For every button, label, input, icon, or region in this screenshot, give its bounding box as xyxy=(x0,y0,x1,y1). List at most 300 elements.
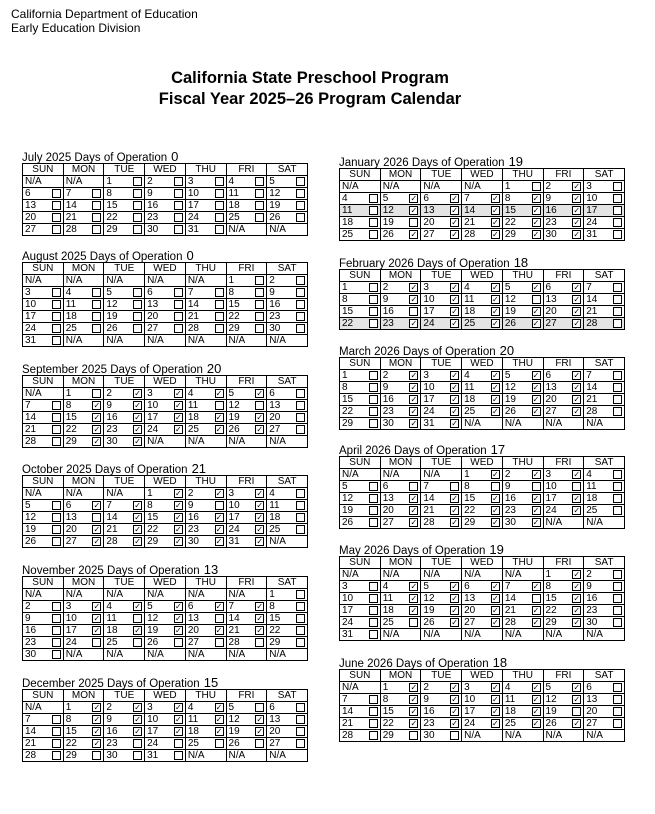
operation-day-checkbox[interactable] xyxy=(296,513,305,522)
operation-day-checkbox[interactable] xyxy=(369,319,378,328)
operation-day-checkbox[interactable] xyxy=(52,324,61,333)
operation-day-checkbox[interactable] xyxy=(532,295,541,304)
operation-day-checkbox-checked[interactable]: ✓ xyxy=(256,715,264,724)
operation-day-checkbox[interactable] xyxy=(52,739,61,748)
operation-day-checkbox[interactable] xyxy=(296,727,305,736)
operation-day-checkbox-checked[interactable]: ✓ xyxy=(256,537,264,546)
operation-day-checkbox-checked[interactable]: ✓ xyxy=(573,307,581,316)
operation-day-checkbox[interactable] xyxy=(296,425,305,434)
operation-day-checkbox-checked[interactable]: ✓ xyxy=(491,283,499,292)
operation-day-checkbox[interactable] xyxy=(613,307,622,316)
operation-day-checkbox-checked[interactable]: ✓ xyxy=(491,707,499,716)
operation-day-checkbox-checked[interactable]: ✓ xyxy=(256,614,264,623)
operation-day-checkbox-checked[interactable]: ✓ xyxy=(93,437,101,446)
operation-day-checkbox-checked[interactable]: ✓ xyxy=(174,489,182,498)
operation-day-checkbox[interactable] xyxy=(133,201,142,210)
operation-day-checkbox[interactable] xyxy=(215,401,224,410)
operation-day-checkbox-checked[interactable]: ✓ xyxy=(451,194,458,203)
operation-day-checkbox[interactable] xyxy=(174,225,183,234)
operation-day-checkbox-checked[interactable]: ✓ xyxy=(573,683,581,692)
operation-day-checkbox[interactable] xyxy=(92,300,101,309)
operation-day-checkbox-checked[interactable]: ✓ xyxy=(93,401,101,410)
operation-day-checkbox-checked[interactable]: ✓ xyxy=(410,283,418,292)
operation-day-checkbox[interactable] xyxy=(296,312,305,321)
operation-day-checkbox-checked[interactable]: ✓ xyxy=(134,389,141,398)
operation-day-checkbox[interactable] xyxy=(369,695,378,704)
operation-day-checkbox-checked[interactable]: ✓ xyxy=(451,695,458,704)
operation-day-checkbox-checked[interactable]: ✓ xyxy=(573,218,581,227)
operation-day-checkbox-checked[interactable]: ✓ xyxy=(256,602,264,611)
operation-day-checkbox-checked[interactable]: ✓ xyxy=(174,413,182,422)
operation-day-checkbox-checked[interactable]: ✓ xyxy=(215,525,223,534)
operation-day-checkbox[interactable] xyxy=(215,288,224,297)
operation-day-checkbox-checked[interactable]: ✓ xyxy=(174,614,182,623)
operation-day-checkbox[interactable] xyxy=(215,225,224,234)
operation-day-checkbox-checked[interactable]: ✓ xyxy=(93,614,101,623)
operation-day-checkbox[interactable] xyxy=(369,383,378,392)
operation-day-checkbox-checked[interactable]: ✓ xyxy=(174,703,182,712)
operation-day-checkbox[interactable] xyxy=(613,283,622,292)
operation-day-checkbox[interactable] xyxy=(296,703,305,712)
operation-day-checkbox-checked[interactable]: ✓ xyxy=(174,727,182,736)
operation-day-checkbox[interactable] xyxy=(92,213,101,222)
operation-day-checkbox-checked[interactable]: ✓ xyxy=(410,518,418,527)
operation-day-checkbox-checked[interactable]: ✓ xyxy=(491,230,499,239)
operation-day-checkbox-checked[interactable]: ✓ xyxy=(491,518,499,527)
operation-day-checkbox-checked[interactable]: ✓ xyxy=(532,719,540,728)
operation-day-checkbox[interactable] xyxy=(369,506,378,515)
operation-day-checkbox-checked[interactable]: ✓ xyxy=(93,715,101,724)
operation-day-checkbox-checked[interactable]: ✓ xyxy=(532,494,540,503)
operation-day-checkbox[interactable] xyxy=(174,288,183,297)
operation-day-checkbox[interactable] xyxy=(532,594,541,603)
operation-day-checkbox[interactable] xyxy=(255,312,264,321)
operation-day-checkbox-checked[interactable]: ✓ xyxy=(174,401,182,410)
operation-day-checkbox[interactable] xyxy=(215,189,224,198)
operation-day-checkbox[interactable] xyxy=(52,336,61,345)
operation-day-checkbox[interactable] xyxy=(92,201,101,210)
operation-day-checkbox[interactable] xyxy=(215,177,224,186)
operation-day-checkbox[interactable] xyxy=(133,312,142,321)
operation-day-checkbox-checked[interactable]: ✓ xyxy=(491,506,499,515)
operation-day-checkbox-checked[interactable]: ✓ xyxy=(491,606,499,615)
operation-day-checkbox[interactable] xyxy=(52,413,61,422)
operation-day-checkbox[interactable] xyxy=(613,319,622,328)
operation-day-checkbox[interactable] xyxy=(369,307,378,316)
operation-day-checkbox[interactable] xyxy=(92,312,101,321)
operation-day-checkbox-checked[interactable]: ✓ xyxy=(573,570,581,579)
operation-day-checkbox-checked[interactable]: ✓ xyxy=(134,626,141,635)
operation-day-checkbox[interactable] xyxy=(296,389,305,398)
operation-day-checkbox[interactable] xyxy=(133,177,142,186)
operation-day-checkbox[interactable] xyxy=(296,288,305,297)
operation-day-checkbox-checked[interactable]: ✓ xyxy=(573,319,581,328)
operation-day-checkbox[interactable] xyxy=(52,312,61,321)
operation-day-checkbox[interactable] xyxy=(613,295,622,304)
operation-day-checkbox[interactable] xyxy=(215,501,224,510)
operation-day-checkbox[interactable] xyxy=(613,494,622,503)
operation-day-checkbox-checked[interactable]: ✓ xyxy=(215,413,223,422)
operation-day-checkbox-checked[interactable]: ✓ xyxy=(573,407,581,416)
operation-day-checkbox[interactable] xyxy=(613,182,622,191)
operation-day-checkbox[interactable] xyxy=(52,638,61,647)
operation-day-checkbox-checked[interactable]: ✓ xyxy=(215,602,223,611)
operation-day-checkbox[interactable] xyxy=(409,218,418,227)
operation-day-checkbox[interactable] xyxy=(572,707,581,716)
operation-day-checkbox[interactable] xyxy=(52,626,61,635)
operation-day-checkbox[interactable] xyxy=(52,751,61,760)
operation-day-checkbox[interactable] xyxy=(255,189,264,198)
operation-day-checkbox[interactable] xyxy=(52,525,61,534)
operation-day-checkbox-checked[interactable]: ✓ xyxy=(410,395,418,404)
operation-day-checkbox[interactable] xyxy=(52,715,61,724)
operation-day-checkbox-checked[interactable]: ✓ xyxy=(256,727,264,736)
operation-day-checkbox-checked[interactable]: ✓ xyxy=(256,489,264,498)
operation-day-checkbox-checked[interactable]: ✓ xyxy=(93,501,101,510)
operation-day-checkbox[interactable] xyxy=(52,602,61,611)
operation-day-checkbox[interactable] xyxy=(613,371,622,380)
operation-day-checkbox[interactable] xyxy=(52,425,61,434)
operation-day-checkbox[interactable] xyxy=(255,638,264,647)
operation-day-checkbox-checked[interactable]: ✓ xyxy=(573,582,581,591)
operation-day-checkbox[interactable] xyxy=(296,413,305,422)
operation-day-checkbox[interactable] xyxy=(613,594,622,603)
operation-day-checkbox-checked[interactable]: ✓ xyxy=(532,470,540,479)
operation-day-checkbox[interactable] xyxy=(92,638,101,647)
operation-day-checkbox-checked[interactable]: ✓ xyxy=(134,715,141,724)
operation-day-checkbox-checked[interactable]: ✓ xyxy=(410,582,418,591)
operation-day-checkbox[interactable] xyxy=(52,288,61,297)
operation-day-checkbox-checked[interactable]: ✓ xyxy=(491,295,499,304)
operation-day-checkbox-checked[interactable]: ✓ xyxy=(134,525,141,534)
operation-day-checkbox[interactable] xyxy=(133,324,142,333)
operation-day-checkbox[interactable] xyxy=(215,739,224,748)
operation-day-checkbox-checked[interactable]: ✓ xyxy=(532,194,540,203)
operation-day-checkbox[interactable] xyxy=(215,201,224,210)
operation-day-checkbox-checked[interactable]: ✓ xyxy=(410,719,418,728)
operation-day-checkbox[interactable] xyxy=(296,590,305,599)
operation-day-checkbox[interactable] xyxy=(133,638,142,647)
operation-day-checkbox-checked[interactable]: ✓ xyxy=(532,319,540,328)
operation-day-checkbox[interactable] xyxy=(369,518,378,527)
operation-day-checkbox-checked[interactable]: ✓ xyxy=(451,594,458,603)
operation-day-checkbox-checked[interactable]: ✓ xyxy=(451,618,458,627)
operation-day-checkbox[interactable] xyxy=(613,395,622,404)
operation-day-checkbox[interactable] xyxy=(255,703,264,712)
operation-day-checkbox[interactable] xyxy=(215,312,224,321)
operation-day-checkbox-checked[interactable]: ✓ xyxy=(491,383,499,392)
operation-day-checkbox[interactable] xyxy=(215,614,224,623)
operation-day-checkbox-checked[interactable]: ✓ xyxy=(491,395,499,404)
operation-day-checkbox[interactable] xyxy=(255,739,264,748)
operation-day-checkbox-checked[interactable]: ✓ xyxy=(451,494,458,503)
operation-day-checkbox[interactable] xyxy=(369,407,378,416)
operation-day-checkbox[interactable] xyxy=(369,230,378,239)
operation-day-checkbox-checked[interactable]: ✓ xyxy=(410,194,418,203)
operation-day-checkbox[interactable] xyxy=(255,401,264,410)
operation-day-checkbox[interactable] xyxy=(369,582,378,591)
operation-day-checkbox[interactable] xyxy=(174,300,183,309)
operation-day-checkbox[interactable] xyxy=(296,638,305,647)
operation-day-checkbox[interactable] xyxy=(52,650,61,659)
operation-day-checkbox-checked[interactable]: ✓ xyxy=(573,295,581,304)
operation-day-checkbox-checked[interactable]: ✓ xyxy=(573,695,581,704)
operation-day-checkbox[interactable] xyxy=(133,225,142,234)
operation-day-checkbox[interactable] xyxy=(532,482,541,491)
operation-day-checkbox-checked[interactable]: ✓ xyxy=(215,389,223,398)
operation-day-checkbox-checked[interactable]: ✓ xyxy=(410,383,418,392)
operation-day-checkbox[interactable] xyxy=(296,602,305,611)
operation-day-checkbox[interactable] xyxy=(369,606,378,615)
operation-day-checkbox-checked[interactable]: ✓ xyxy=(215,489,223,498)
operation-day-checkbox-checked[interactable]: ✓ xyxy=(532,383,540,392)
operation-day-checkbox-checked[interactable]: ✓ xyxy=(215,425,223,434)
operation-day-checkbox[interactable] xyxy=(255,213,264,222)
operation-day-checkbox[interactable] xyxy=(255,177,264,186)
operation-day-checkbox[interactable] xyxy=(255,324,264,333)
operation-day-checkbox-checked[interactable]: ✓ xyxy=(93,739,101,748)
operation-day-checkbox-checked[interactable]: ✓ xyxy=(215,626,223,635)
operation-day-checkbox-checked[interactable]: ✓ xyxy=(532,395,540,404)
operation-day-checkbox-checked[interactable]: ✓ xyxy=(451,283,458,292)
operation-day-checkbox-checked[interactable]: ✓ xyxy=(573,506,581,515)
operation-day-checkbox[interactable] xyxy=(174,177,183,186)
operation-day-checkbox[interactable] xyxy=(52,501,61,510)
operation-day-checkbox-checked[interactable]: ✓ xyxy=(532,695,540,704)
operation-day-checkbox-checked[interactable]: ✓ xyxy=(491,194,499,203)
operation-day-checkbox-checked[interactable]: ✓ xyxy=(410,695,418,704)
operation-day-checkbox-checked[interactable]: ✓ xyxy=(215,513,223,522)
operation-day-checkbox-checked[interactable]: ✓ xyxy=(491,407,499,416)
operation-day-checkbox-checked[interactable]: ✓ xyxy=(174,602,182,611)
operation-day-checkbox[interactable] xyxy=(52,727,61,736)
operation-day-checkbox-checked[interactable]: ✓ xyxy=(451,230,458,239)
operation-day-checkbox-checked[interactable]: ✓ xyxy=(215,727,223,736)
operation-day-checkbox[interactable] xyxy=(296,189,305,198)
operation-day-checkbox[interactable] xyxy=(255,201,264,210)
operation-day-checkbox-checked[interactable]: ✓ xyxy=(93,425,101,434)
operation-day-checkbox[interactable] xyxy=(52,300,61,309)
operation-day-checkbox[interactable] xyxy=(613,383,622,392)
operation-day-checkbox-checked[interactable]: ✓ xyxy=(174,425,182,434)
operation-day-checkbox-checked[interactable]: ✓ xyxy=(491,594,499,603)
operation-day-checkbox[interactable] xyxy=(409,482,418,491)
operation-day-checkbox-checked[interactable]: ✓ xyxy=(410,683,418,692)
operation-day-checkbox[interactable] xyxy=(369,395,378,404)
operation-day-checkbox[interactable] xyxy=(613,506,622,515)
operation-day-checkbox-checked[interactable]: ✓ xyxy=(93,626,101,635)
operation-day-checkbox-checked[interactable]: ✓ xyxy=(573,206,581,215)
operation-day-checkbox[interactable] xyxy=(52,201,61,210)
operation-day-checkbox-checked[interactable]: ✓ xyxy=(573,230,581,239)
operation-day-checkbox-checked[interactable]: ✓ xyxy=(410,506,418,515)
operation-day-checkbox-checked[interactable]: ✓ xyxy=(256,413,264,422)
operation-day-checkbox-checked[interactable]: ✓ xyxy=(451,707,458,716)
operation-day-checkbox-checked[interactable]: ✓ xyxy=(410,494,418,503)
operation-day-checkbox-checked[interactable]: ✓ xyxy=(532,218,540,227)
operation-day-checkbox[interactable] xyxy=(450,731,459,740)
operation-day-checkbox-checked[interactable]: ✓ xyxy=(573,371,581,380)
operation-day-checkbox[interactable] xyxy=(215,638,224,647)
operation-day-checkbox-checked[interactable]: ✓ xyxy=(573,283,581,292)
operation-day-checkbox[interactable] xyxy=(409,731,418,740)
operation-day-checkbox[interactable] xyxy=(296,213,305,222)
operation-day-checkbox[interactable] xyxy=(613,230,622,239)
operation-day-checkbox[interactable] xyxy=(613,695,622,704)
operation-day-checkbox-checked[interactable]: ✓ xyxy=(93,537,101,546)
operation-day-checkbox-checked[interactable]: ✓ xyxy=(491,582,499,591)
operation-day-checkbox[interactable] xyxy=(174,751,183,760)
operation-day-checkbox-checked[interactable]: ✓ xyxy=(532,407,540,416)
operation-day-checkbox[interactable] xyxy=(613,407,622,416)
operation-day-checkbox-checked[interactable]: ✓ xyxy=(532,371,540,380)
operation-day-checkbox-checked[interactable]: ✓ xyxy=(451,218,458,227)
operation-day-checkbox-checked[interactable]: ✓ xyxy=(451,383,458,392)
operation-day-checkbox-checked[interactable]: ✓ xyxy=(532,618,540,627)
operation-day-checkbox[interactable] xyxy=(52,401,61,410)
operation-day-checkbox-checked[interactable]: ✓ xyxy=(491,470,499,479)
operation-day-checkbox[interactable] xyxy=(92,189,101,198)
operation-day-checkbox-checked[interactable]: ✓ xyxy=(134,703,141,712)
operation-day-checkbox-checked[interactable]: ✓ xyxy=(451,719,458,728)
operation-day-checkbox-checked[interactable]: ✓ xyxy=(491,319,499,328)
operation-day-checkbox[interactable] xyxy=(369,731,378,740)
operation-day-checkbox-checked[interactable]: ✓ xyxy=(573,395,581,404)
operation-day-checkbox-checked[interactable]: ✓ xyxy=(532,283,540,292)
operation-day-checkbox-checked[interactable]: ✓ xyxy=(256,525,264,534)
operation-day-checkbox[interactable] xyxy=(296,201,305,210)
operation-day-checkbox[interactable] xyxy=(613,194,622,203)
operation-day-checkbox-checked[interactable]: ✓ xyxy=(215,715,223,724)
operation-day-checkbox[interactable] xyxy=(92,225,101,234)
operation-day-checkbox-checked[interactable]: ✓ xyxy=(451,606,458,615)
operation-day-checkbox-checked[interactable]: ✓ xyxy=(410,319,418,328)
operation-day-checkbox[interactable] xyxy=(296,715,305,724)
operation-day-checkbox-checked[interactable]: ✓ xyxy=(174,525,182,534)
operation-day-checkbox[interactable] xyxy=(613,606,622,615)
operation-day-checkbox[interactable] xyxy=(215,213,224,222)
operation-day-checkbox[interactable] xyxy=(52,189,61,198)
operation-day-checkbox[interactable] xyxy=(369,482,378,491)
operation-day-checkbox-checked[interactable]: ✓ xyxy=(451,518,458,527)
operation-day-checkbox[interactable] xyxy=(613,570,622,579)
operation-day-checkbox-checked[interactable]: ✓ xyxy=(451,683,458,692)
operation-day-checkbox-checked[interactable]: ✓ xyxy=(174,389,182,398)
operation-day-checkbox[interactable] xyxy=(409,307,418,316)
operation-day-checkbox-checked[interactable]: ✓ xyxy=(532,518,540,527)
operation-day-checkbox[interactable] xyxy=(369,618,378,627)
operation-day-checkbox[interactable] xyxy=(174,638,183,647)
operation-day-checkbox-checked[interactable]: ✓ xyxy=(134,437,141,446)
operation-day-checkbox[interactable] xyxy=(255,276,264,285)
operation-day-checkbox-checked[interactable]: ✓ xyxy=(410,295,418,304)
operation-day-checkbox-checked[interactable]: ✓ xyxy=(573,606,581,615)
operation-day-checkbox-checked[interactable]: ✓ xyxy=(532,230,540,239)
operation-day-checkbox[interactable] xyxy=(52,513,61,522)
operation-day-checkbox[interactable] xyxy=(174,324,183,333)
operation-day-checkbox[interactable] xyxy=(52,537,61,546)
operation-day-checkbox[interactable] xyxy=(92,389,101,398)
operation-day-checkbox-checked[interactable]: ✓ xyxy=(174,626,182,635)
operation-day-checkbox-checked[interactable]: ✓ xyxy=(451,506,458,515)
operation-day-checkbox[interactable] xyxy=(613,218,622,227)
operation-day-checkbox[interactable] xyxy=(613,707,622,716)
operation-day-checkbox[interactable] xyxy=(174,201,183,210)
operation-day-checkbox-checked[interactable]: ✓ xyxy=(215,537,223,546)
operation-day-checkbox[interactable] xyxy=(613,618,622,627)
operation-day-checkbox-checked[interactable]: ✓ xyxy=(93,413,101,422)
operation-day-checkbox[interactable] xyxy=(613,582,622,591)
operation-day-checkbox-checked[interactable]: ✓ xyxy=(93,727,101,736)
operation-day-checkbox[interactable] xyxy=(255,288,264,297)
operation-day-checkbox-checked[interactable]: ✓ xyxy=(451,295,458,304)
operation-day-checkbox[interactable] xyxy=(52,437,61,446)
operation-day-checkbox[interactable] xyxy=(255,300,264,309)
operation-day-checkbox-checked[interactable]: ✓ xyxy=(174,513,182,522)
operation-day-checkbox-checked[interactable]: ✓ xyxy=(93,703,101,712)
operation-day-checkbox[interactable] xyxy=(215,300,224,309)
operation-day-checkbox[interactable] xyxy=(613,719,622,728)
operation-day-checkbox[interactable] xyxy=(369,194,378,203)
operation-day-checkbox-checked[interactable]: ✓ xyxy=(491,719,499,728)
operation-day-checkbox[interactable] xyxy=(296,401,305,410)
operation-day-checkbox[interactable] xyxy=(133,739,142,748)
operation-day-checkbox-checked[interactable]: ✓ xyxy=(410,707,418,716)
operation-day-checkbox-checked[interactable]: ✓ xyxy=(573,194,581,203)
operation-day-checkbox-checked[interactable]: ✓ xyxy=(410,230,418,239)
operation-day-checkbox[interactable] xyxy=(296,739,305,748)
operation-day-checkbox[interactable] xyxy=(369,630,378,639)
operation-day-checkbox[interactable] xyxy=(296,324,305,333)
operation-day-checkbox[interactable] xyxy=(450,482,459,491)
operation-day-checkbox-checked[interactable]: ✓ xyxy=(174,501,182,510)
operation-day-checkbox[interactable] xyxy=(52,213,61,222)
operation-day-checkbox[interactable] xyxy=(572,482,581,491)
operation-day-checkbox-checked[interactable]: ✓ xyxy=(491,494,499,503)
operation-day-checkbox[interactable] xyxy=(491,482,500,491)
operation-day-checkbox-checked[interactable]: ✓ xyxy=(93,525,101,534)
operation-day-checkbox-checked[interactable]: ✓ xyxy=(256,626,264,635)
operation-day-checkbox[interactable] xyxy=(174,312,183,321)
operation-day-checkbox[interactable] xyxy=(92,513,101,522)
operation-day-checkbox-checked[interactable]: ✓ xyxy=(491,218,499,227)
operation-day-checkbox-checked[interactable]: ✓ xyxy=(410,594,418,603)
operation-day-checkbox[interactable] xyxy=(133,614,142,623)
operation-day-checkbox[interactable] xyxy=(174,739,183,748)
operation-day-checkbox-checked[interactable]: ✓ xyxy=(491,683,499,692)
operation-day-checkbox[interactable] xyxy=(613,683,622,692)
operation-day-checkbox[interactable] xyxy=(369,594,378,603)
operation-day-checkbox[interactable] xyxy=(613,206,622,215)
operation-day-checkbox-checked[interactable]: ✓ xyxy=(410,407,418,416)
operation-day-checkbox[interactable] xyxy=(369,494,378,503)
operation-day-checkbox-checked[interactable]: ✓ xyxy=(451,407,458,416)
operation-day-checkbox-checked[interactable]: ✓ xyxy=(532,506,540,515)
operation-day-checkbox[interactable] xyxy=(296,626,305,635)
operation-day-checkbox[interactable] xyxy=(133,288,142,297)
operation-day-checkbox-checked[interactable]: ✓ xyxy=(256,501,264,510)
operation-day-checkbox[interactable] xyxy=(369,295,378,304)
operation-day-checkbox-checked[interactable]: ✓ xyxy=(134,537,141,546)
operation-day-checkbox-checked[interactable]: ✓ xyxy=(451,206,458,215)
operation-day-checkbox-checked[interactable]: ✓ xyxy=(573,494,581,503)
operation-day-checkbox-checked[interactable]: ✓ xyxy=(573,182,581,191)
operation-day-checkbox[interactable] xyxy=(174,213,183,222)
operation-day-checkbox[interactable] xyxy=(296,614,305,623)
operation-day-checkbox[interactable] xyxy=(215,324,224,333)
operation-day-checkbox-checked[interactable]: ✓ xyxy=(410,606,418,615)
operation-day-checkbox-checked[interactable]: ✓ xyxy=(491,695,499,704)
